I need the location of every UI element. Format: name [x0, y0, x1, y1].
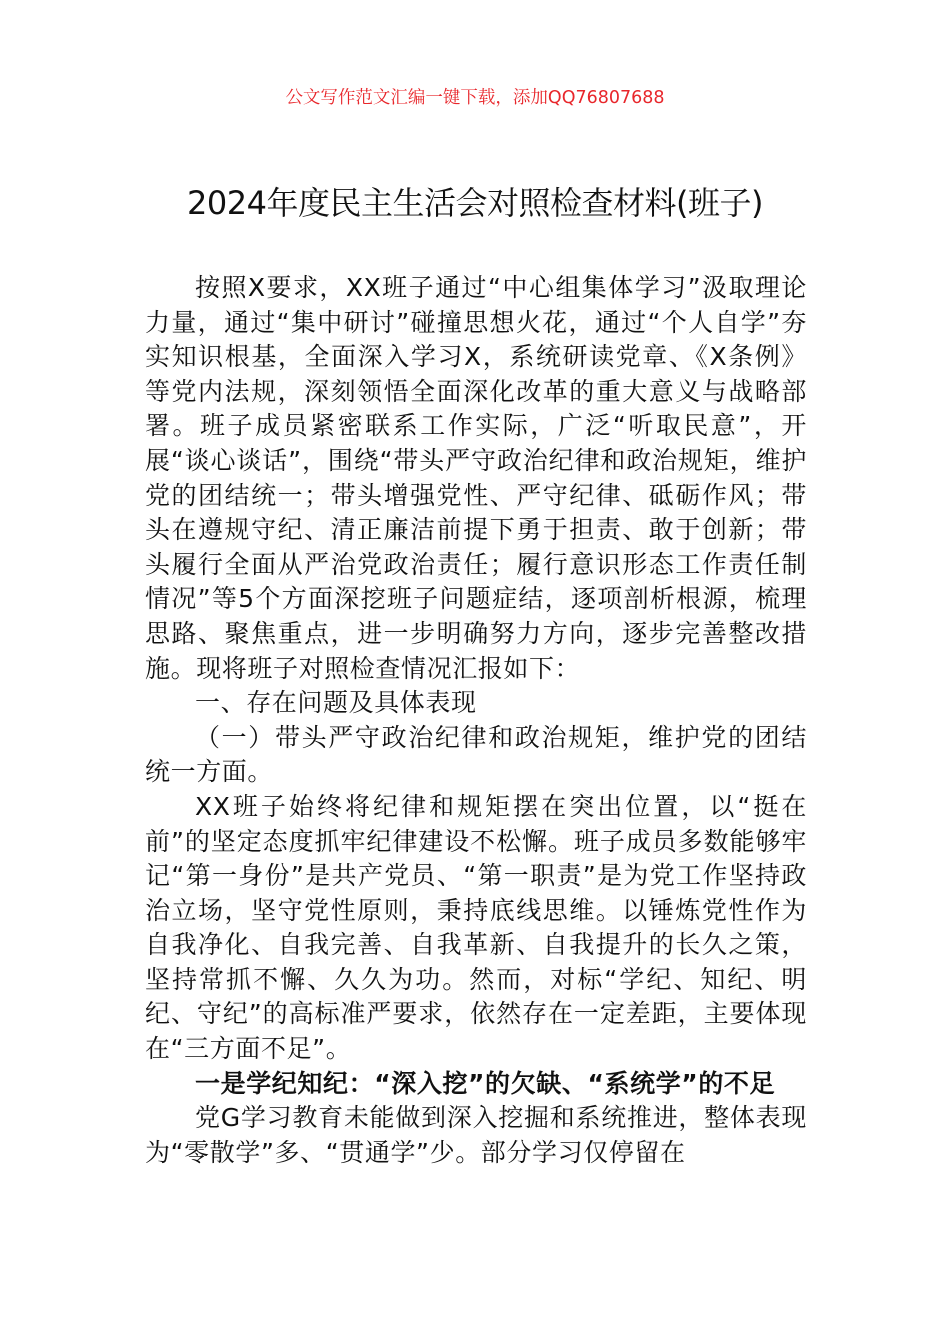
body-paragraph: 党G学习教育未能做到深入挖掘和系统推进，整体表现为“零散学”多、“贯通学”少。部分学习仅停留在 — [145, 1103, 807, 1167]
download-watermark: 公文写作范文汇编一键下载，添加QQ76807688 — [285, 88, 665, 108]
subsection-heading-1: （一）带头严守政治纪律和政治规矩，维护党的团结统一方面。 — [145, 722, 807, 787]
section-heading-1: 一、存在问题及具体表现 — [195, 688, 477, 718]
intro-paragraph: 按照X要求，XX班子通过“中心组集体学习”汲取理论力量，通过“集中研讨”碰撞思想火花，通过“个人自学”夯实知识根基，全面深入学习X，系统研读党章、《X条例》等党内法规，深刻领悟全面深化改革的重大意义与战略部署。班子成员紧密联系工作实际，广泛“听取民意”，开展“谈心谈话”，围绕“带头严守政治纪律和政治规矩，维护党的团结统一；带头增强党性、严守纪律、砥砺作风；带头在遵规守纪、清正廉洁前提下勇于担责、敢于创新；带头履行全面从严治党政治责任；履行意识形态工作责任制情况”等5个方面深挖班子问题症结，逐项剖析根源，梳理思路、聚焦重点，进一步明确努力方向，逐步完善整改措施。现将班子对照检查情况汇报如下： — [145, 273, 807, 683]
document-body — [145, 271, 807, 1170]
bold-point-heading: 一是学纪知纪：“深入挖”的欠缺、“系统学”的不足 — [195, 1068, 776, 1098]
body-paragraph: XX班子始终将纪律和规矩摆在突出位置，以“挺在前”的坚定态度抓牢纪律建设不松懈。班子成员多数能够牢记“第一身份”是共产党员、“第一职责”是为党工作坚持政治立场，坚守党性原则，秉持底线思维。以锤炼党性作为自我净化、自我完善、自我革新、自我提升的长久之策，坚持常抓不懈、久久为功。然而，对标“学纪、知纪、明纪、守纪”的高标准严要求，依然存在一定差距，主要体现在“三方面不足”。 — [145, 791, 807, 1064]
document-title: 2024年度民主生活会对照检查材料(班子) — [187, 184, 763, 222]
